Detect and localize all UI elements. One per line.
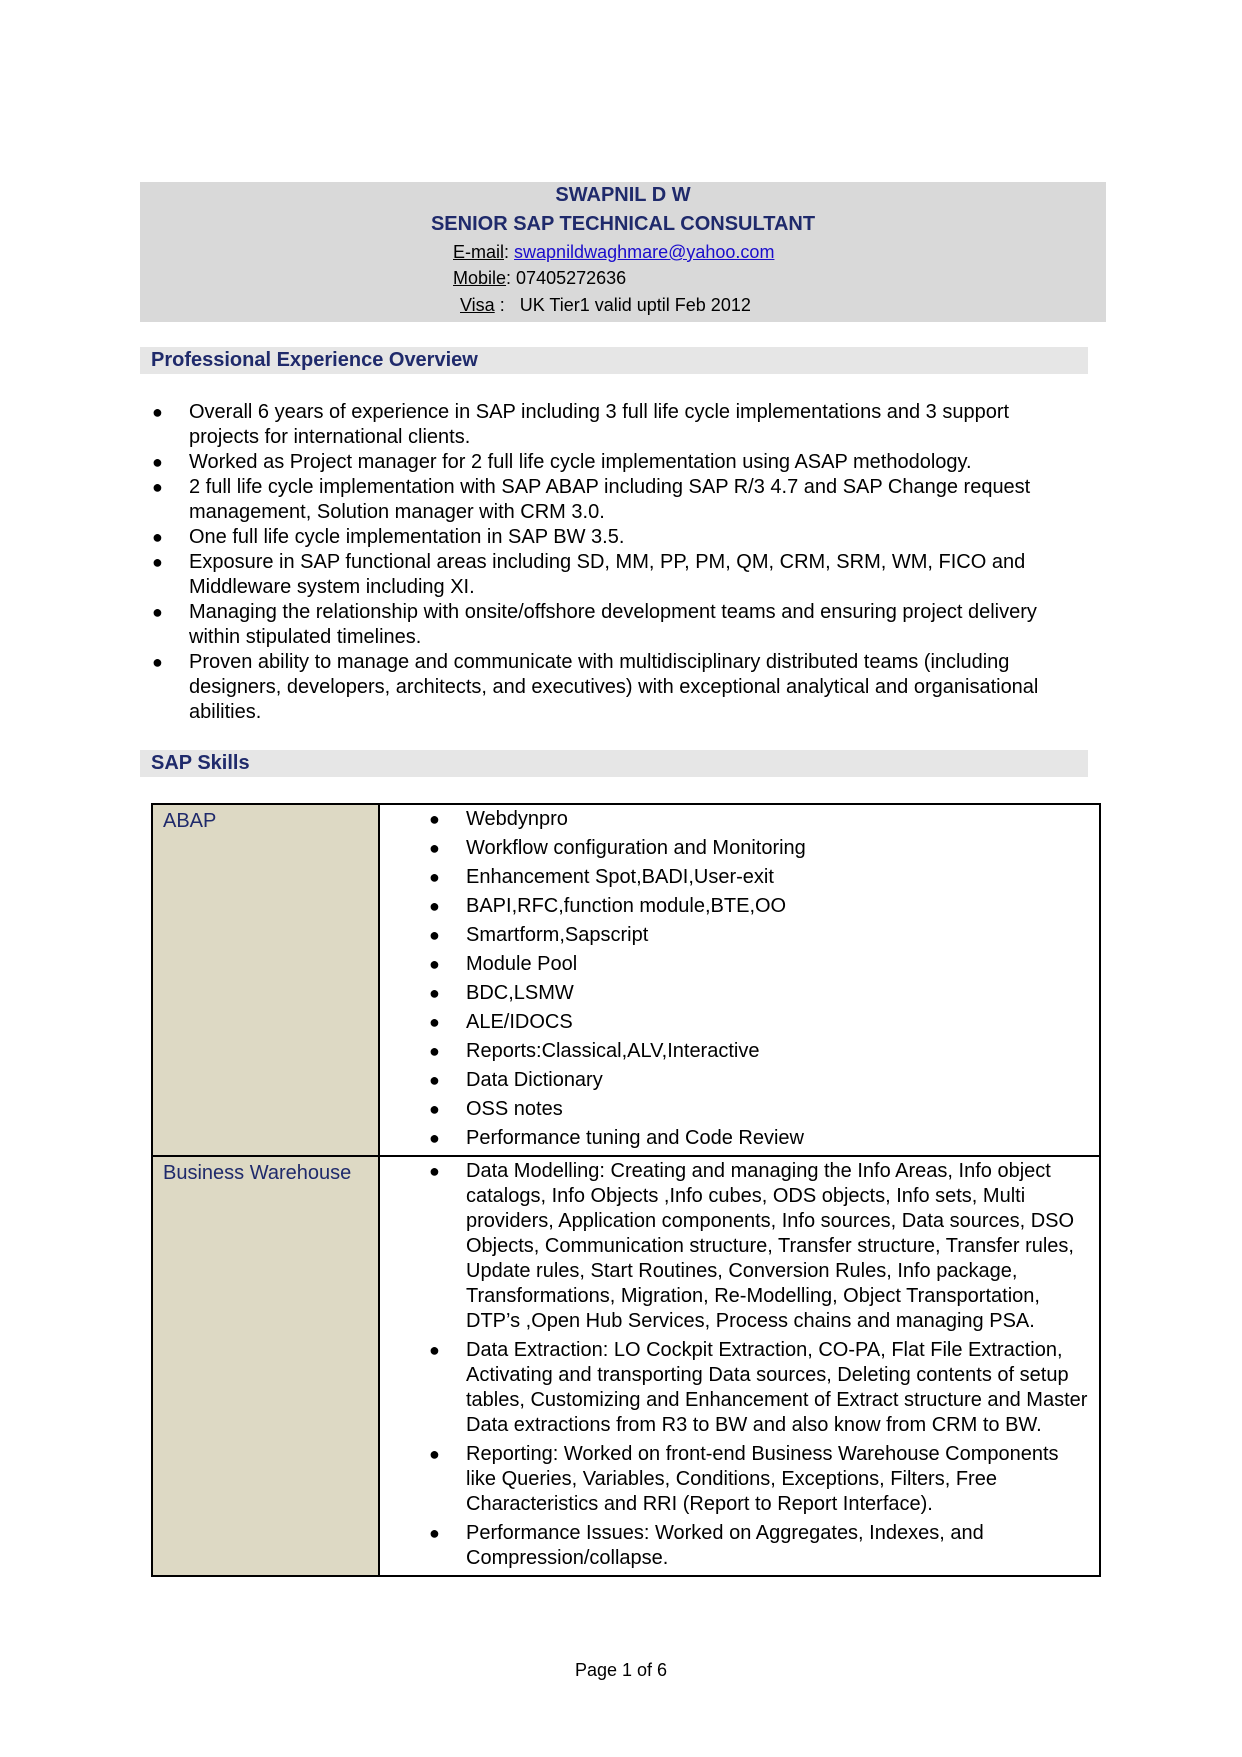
list-item: ● 2 full life cycle implementation with SAP ABAP including SAP R/3 4.7 and SAP Change request management, Solution manager with CRM 3.0.: [152, 476, 1031, 523]
list-item: ● OSS notes: [429, 1098, 563, 1120]
bullet-icon: ●: [429, 1523, 440, 1543]
skill-items-cell: [379, 804, 1100, 1156]
section-header-overview: [140, 347, 1088, 374]
overview-list: [152, 400, 1082, 725]
email-link[interactable]: swapnildwaghmare@yahoo.com: [514, 242, 775, 262]
list-item: ● BDC,LSMW: [429, 982, 574, 1004]
list-item: ● One full life cycle implementation in SAP BW 3.5.: [152, 526, 625, 548]
candidate-name: SWAPNIL D W: [555, 184, 691, 206]
list-item: ● Smartform,Sapscript: [429, 924, 649, 946]
list-item: ● Worked as Project manager for 2 full life cycle implementation using ASAP methodology.: [152, 451, 972, 473]
bullet-icon: ●: [429, 809, 440, 829]
bullet-icon: ●: [429, 1012, 440, 1032]
resume-header: [140, 182, 1106, 322]
mobile-value: 07405272636: [516, 268, 627, 288]
bullet-icon: ●: [152, 477, 163, 497]
list-item: ● Workflow configuration and Monitoring: [429, 837, 806, 859]
skill-list: [380, 1159, 1089, 1571]
bullet-icon: ●: [429, 1070, 440, 1090]
list-item: ● Managing the relationship with onsite/offshore development teams and ensuring project delivery within stipulated timelines.: [152, 601, 1037, 648]
bullet-icon: ●: [152, 652, 163, 672]
list-item: ● Reports:Classical,ALV,Interactive: [429, 1040, 760, 1062]
visa-label: Visa: [460, 295, 495, 315]
list-item: ● Performance tuning and Code Review: [429, 1127, 804, 1149]
candidate-title: SENIOR SAP TECHNICAL CONSULTANT: [430, 213, 816, 235]
skill-category-abap: ABAP: [152, 804, 379, 1156]
bullet-icon: ●: [429, 867, 440, 887]
email-label: E-mail: [453, 242, 505, 262]
mobile-label: Mobile: [453, 268, 507, 288]
list-item: ● Webdynpro: [429, 808, 568, 830]
list-item: ● Data Extraction: LO Cockpit Extraction, CO-PA, Flat File Extraction, Activating and transporting Data sources, Deleting contents of setup tables, Customizing and Enhancement of Extract structure and Master Data extractions from R3 to BW and also know from CRM to BW.: [429, 1339, 1088, 1436]
bullet-icon: ●: [429, 838, 440, 858]
list-item: ● Enhancement Spot,BADI,User-exit: [429, 866, 774, 888]
list-item: ● BAPI,RFC,function module,BTE,OO: [429, 895, 787, 917]
bullet-icon: ●: [429, 925, 440, 945]
list-item: ● Module Pool: [429, 953, 578, 975]
skill-items-cell: [379, 1156, 1100, 1576]
email-row: E-mail: swapnildwaghmare@yahoo.com: [453, 242, 775, 262]
bullet-icon: ●: [152, 552, 163, 572]
bullet-icon: ●: [429, 1340, 440, 1360]
section-header-skills: [140, 750, 1088, 777]
list-item: ● ALE/IDOCS: [429, 1011, 573, 1033]
bullet-icon: ●: [429, 1041, 440, 1061]
visa-value: UK Tier1 valid uptil Feb 2012: [519, 295, 751, 315]
bullet-icon: ●: [429, 983, 440, 1003]
skill-list: [380, 807, 1089, 1151]
mobile-row: Mobile: 07405272636: [453, 268, 627, 288]
list-item: ● Reporting: Worked on front-end Business Warehouse Components like Queries, Variables, Conditions, Exceptions, Filters, Free Characteristics and RRI (Report to Report Interface).: [429, 1443, 1059, 1515]
bullet-icon: ●: [429, 1444, 440, 1464]
section-title: SAP Skills: [151, 752, 250, 774]
list-item: ● Performance Issues: Worked on Aggregates, Indexes, and Compression/collapse.: [429, 1522, 984, 1569]
table-row: [152, 1156, 1100, 1576]
page-number: Page 1 of 6: [574, 1660, 668, 1680]
list-item: ● Data Dictionary: [429, 1069, 603, 1091]
visa-row: Visa : UK Tier1 valid uptil Feb 2012: [460, 295, 751, 315]
list-item: ● Proven ability to manage and communicate with multidisciplinary distributed teams (including designers, developers, architects, and executives) with exceptional analytical and organisational abilities.: [152, 651, 1039, 723]
bullet-icon: ●: [429, 1099, 440, 1119]
bullet-icon: ●: [429, 1161, 440, 1181]
bullet-icon: ●: [152, 402, 163, 422]
bullet-icon: ●: [429, 896, 440, 916]
bullet-icon: ●: [429, 1128, 440, 1148]
bullet-icon: ●: [429, 954, 440, 974]
bullet-icon: ●: [152, 602, 163, 622]
bullet-icon: ●: [152, 452, 163, 472]
list-item: ● Exposure in SAP functional areas including SD, MM, PP, PM, QM, CRM, SRM, WM, FICO and Middleware system including XI.: [152, 551, 1026, 598]
list-item: ● Overall 6 years of experience in SAP including 3 full life cycle implementations and 3 support projects for international clients.: [152, 401, 1010, 448]
skill-category-bw: Business Warehouse: [152, 1156, 379, 1576]
bullet-icon: ●: [152, 527, 163, 547]
table-row: [152, 804, 1100, 1156]
list-item: ● Data Modelling: Creating and managing the Info Areas, Info object catalogs, Info Objects ,Info cubes, ODS objects, Info sets, Multi providers, Application components, Info sources, Data sources, DSO Objects, Communication structure, Transfer structure, Transfer rules, Update rules, Start Routines, Conversion Rules, Info package, Transformations, Migration, Re-Modelling, Object Transportation, DTP’s ,Open Hub Services, Process chains and managing PSA.: [429, 1160, 1075, 1332]
skills-table: [151, 803, 1101, 1577]
section-title: Professional Experience Overview: [151, 349, 478, 371]
